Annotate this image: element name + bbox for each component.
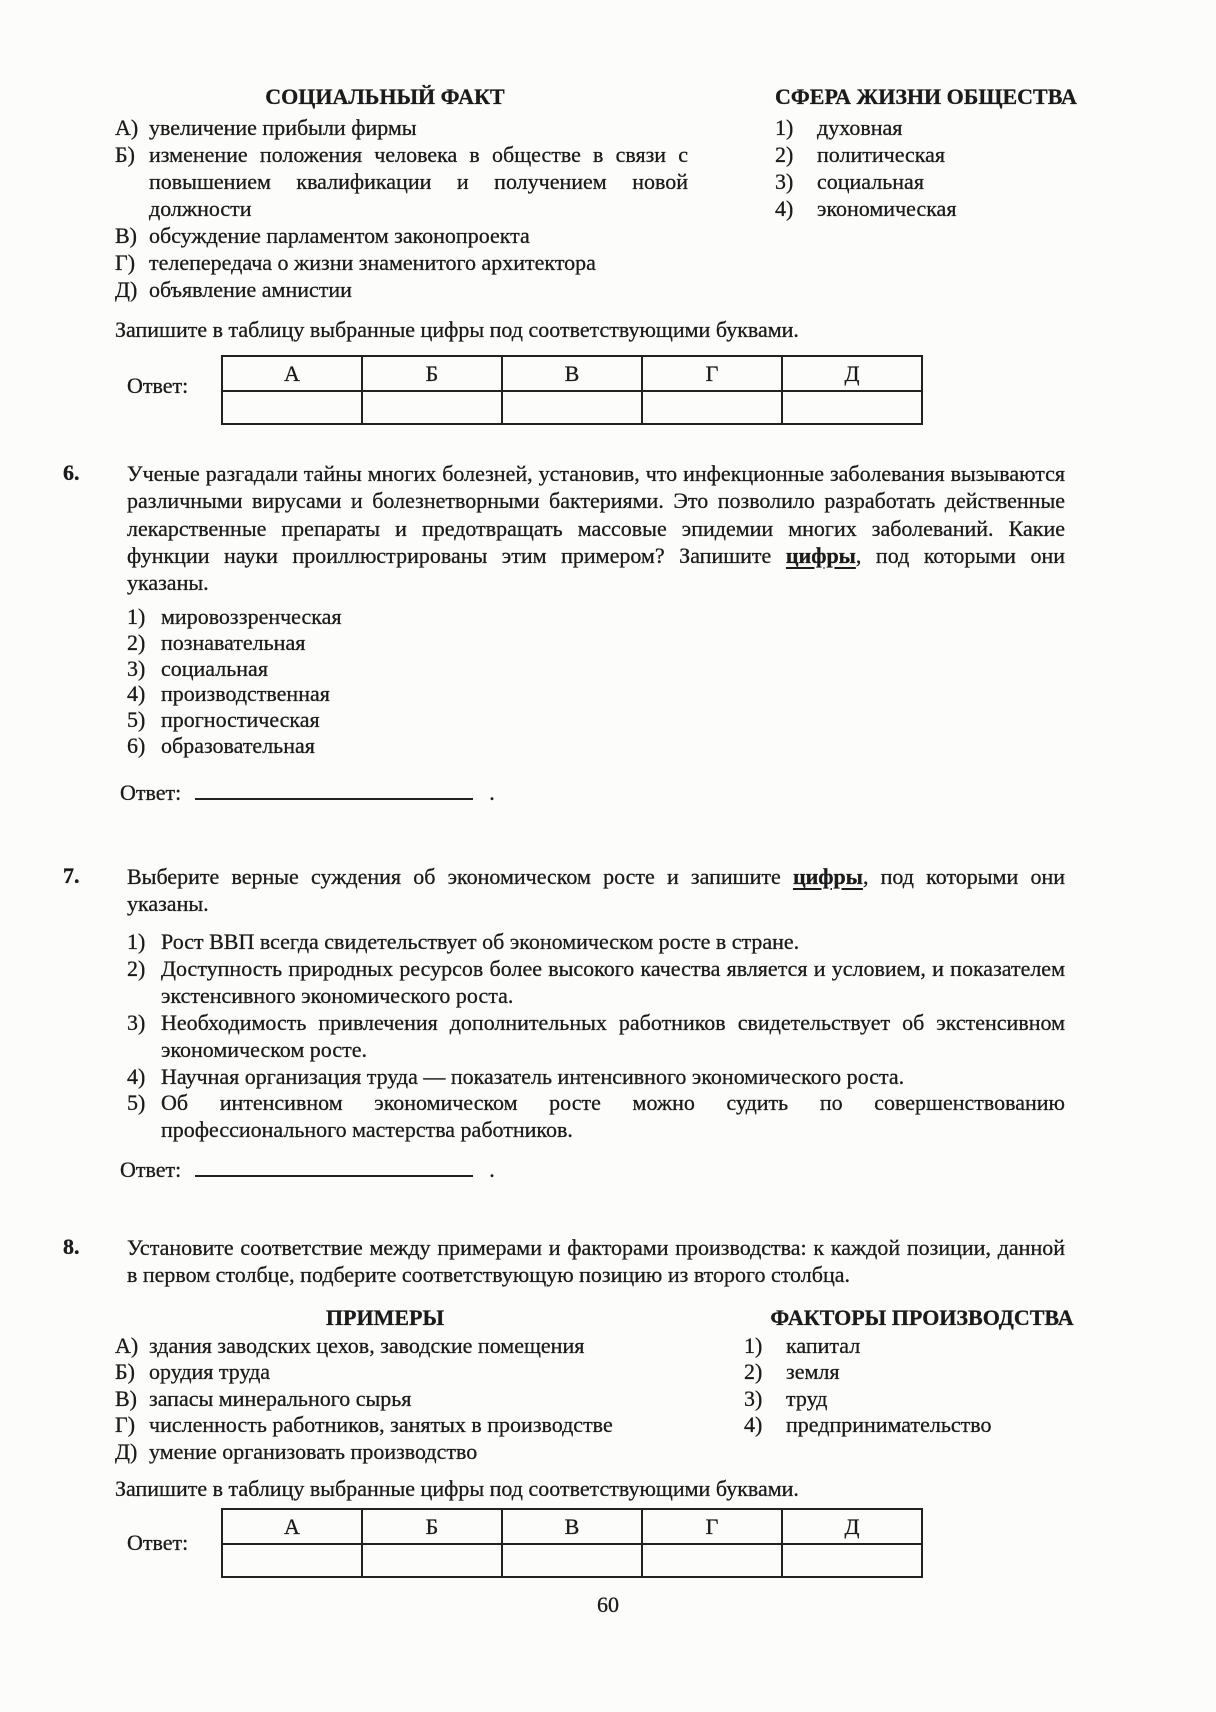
question-6-number: 6. — [63, 460, 80, 485]
list-item — [744, 1359, 1114, 1385]
option — [127, 956, 1065, 1010]
option — [127, 656, 1065, 682]
answer-cell — [642, 391, 782, 424]
answer-cell — [782, 391, 922, 424]
item-text: обсуждение парламентом законопроекта — [149, 223, 530, 248]
option-text: Необходимость привлечения дополнительных работников свидетельствует об экстенсивном экономическом росте. — [161, 1009, 1065, 1062]
option — [127, 707, 1065, 733]
option — [127, 630, 1065, 656]
option-marker: 6) — [127, 732, 146, 758]
option-text: мировоззренческая — [161, 604, 342, 629]
answer-label: Ответ: — [120, 1157, 182, 1182]
item-marker: В) — [115, 1385, 137, 1411]
answer-period: . — [489, 1157, 495, 1182]
item-marker: Г) — [115, 1412, 136, 1438]
option-marker: 2) — [127, 629, 146, 655]
list-item — [115, 1333, 668, 1359]
item-marker: Д) — [115, 1438, 138, 1464]
answer-cell — [642, 1544, 782, 1577]
option-marker: 3) — [127, 655, 146, 681]
option — [127, 1064, 1065, 1091]
item-marker: А) — [115, 115, 139, 140]
option-text: социальная — [161, 655, 268, 681]
question-8-number: 8. — [63, 1234, 80, 1259]
q8-instruction: Запишите в таблицу выбранные цифры под соответствующими буквами. — [115, 1476, 799, 1501]
option-marker: 4) — [127, 1063, 146, 1089]
question-7-options — [127, 929, 1065, 1144]
option-text: Научная организация труда — показатель интенсивного экономического роста. — [161, 1063, 905, 1089]
item-marker: Г) — [115, 250, 136, 275]
list-item — [115, 249, 688, 276]
item-text: социальная — [817, 169, 924, 194]
answer-cell — [362, 391, 502, 424]
option-marker: 5) — [127, 707, 146, 733]
list-item — [115, 1412, 668, 1438]
item-marker: Б) — [115, 142, 135, 167]
answer-cell — [782, 1544, 922, 1577]
item-text: капитал — [786, 1333, 861, 1358]
option-text: Доступность природных ресурсов более высокого качества является и условием, и показателем экстенсивного экономического роста. — [161, 955, 1065, 1008]
item-marker: 4) — [744, 1412, 763, 1438]
answer-label: Ответ: — [120, 780, 182, 805]
answer-col-header: Г — [642, 356, 782, 391]
item-marker: 2) — [744, 1359, 763, 1385]
question-7-answer — [120, 1155, 495, 1183]
list-item — [744, 1333, 1114, 1359]
option-marker: 2) — [127, 955, 146, 981]
match5-right-column — [775, 114, 1135, 222]
answer-cell — [362, 1544, 502, 1577]
match5-left-column — [115, 114, 688, 303]
option-marker: 1) — [127, 604, 146, 629]
list-item — [115, 222, 688, 249]
list-item — [775, 168, 1135, 195]
list-item — [744, 1412, 1114, 1438]
answer-cell — [222, 1544, 362, 1577]
option-text: познавательная — [161, 629, 306, 655]
list-item — [744, 1386, 1114, 1412]
question-7-number: 7. — [63, 863, 80, 888]
answer-blank-line — [195, 1155, 473, 1177]
question-8-text: Установите соответствие между примерами и факторами производства: к каждой позиции, данной в первом столбце, подберите соответствующую позицию из второго столбца. — [127, 1235, 1065, 1288]
answer-col-header: В — [502, 356, 642, 391]
list-item — [115, 1439, 668, 1465]
item-text: изменение положения человека в обществе в связи с повышением квалификации и получением новой должности — [149, 142, 688, 221]
q7-intro-emphasis: цифры — [792, 864, 863, 889]
q7-intro-before: Выберите верные суждения об экономическом росте и запишите — [127, 864, 793, 889]
answer-col-header: Б — [362, 1509, 502, 1544]
match5-instruction: Запишите в таблицу выбранные цифры под соответствующими буквами. — [115, 317, 799, 342]
page-number: 60 — [597, 1592, 619, 1617]
question-6-answer — [120, 778, 495, 806]
item-marker: 1) — [744, 1333, 763, 1358]
item-marker: В) — [115, 223, 137, 248]
item-marker: 1) — [775, 115, 794, 140]
answer-label: Ответ: — [127, 373, 189, 398]
list-item — [115, 1359, 668, 1385]
item-text: увеличение прибыли фирмы — [149, 115, 417, 140]
item-marker: Б) — [115, 1359, 135, 1385]
answer-table-value-row — [222, 391, 922, 424]
answer-col-header: А — [222, 356, 362, 391]
answer-col-header: Д — [782, 356, 922, 391]
q8-right-header: ФАКТОРЫ ПРОИЗВОДСТВА — [770, 1305, 1074, 1330]
item-text: численность работников, занятых в производстве — [149, 1412, 613, 1438]
option — [127, 1090, 1065, 1144]
list-item — [775, 141, 1135, 168]
list-item — [775, 114, 1135, 141]
option-marker: 5) — [127, 1090, 146, 1116]
option-marker: 1) — [127, 929, 146, 954]
option — [127, 929, 1065, 956]
q6-intro-emphasis: цифры — [785, 542, 856, 568]
q7-intro-after: , под которыми они указаны. — [127, 864, 1065, 917]
item-text: земля — [786, 1359, 840, 1385]
item-text: умение организовать производство — [149, 1438, 478, 1464]
answer-period: . — [489, 780, 495, 805]
option — [127, 604, 1065, 630]
option — [127, 681, 1065, 707]
item-text: телепередача о жизни знаменитого архитектора — [149, 250, 596, 275]
question-6-text — [127, 460, 1065, 596]
item-marker: 4) — [775, 196, 794, 221]
list-item — [115, 1386, 668, 1412]
item-marker: 3) — [775, 169, 794, 194]
option — [127, 733, 1065, 759]
item-marker: Д) — [115, 277, 138, 302]
answer-col-header: В — [502, 1509, 642, 1544]
answer-cell — [222, 391, 362, 424]
item-text: орудия труда — [149, 1359, 271, 1385]
option-text: Рост ВВП всегда свидетельствует об экономическом росте в стране. — [161, 929, 800, 954]
q8-answer-table — [221, 1508, 923, 1578]
answer-col-header: Д — [782, 1509, 922, 1544]
answer-blank-line — [195, 778, 473, 800]
answer-table-header-row — [222, 356, 922, 391]
match5-left-header: СОЦИАЛЬНЫЙ ФАКТ — [265, 84, 505, 109]
item-text: политическая — [817, 142, 946, 167]
answer-table-value-row — [222, 1544, 922, 1577]
answer-col-header: А — [222, 1509, 362, 1544]
option-text: прогностическая — [161, 707, 320, 733]
q8-left-column — [115, 1333, 668, 1465]
list-item — [115, 141, 688, 222]
item-marker: А) — [115, 1333, 139, 1358]
match5-right-header: СФЕРА ЖИЗНИ ОБЩЕСТВА — [775, 84, 1077, 109]
list-item — [115, 276, 688, 303]
answer-col-header: Г — [642, 1509, 782, 1544]
item-text: здания заводских цехов, заводские помещения — [149, 1333, 585, 1358]
item-marker: 2) — [775, 142, 794, 167]
answer-label: Ответ: — [127, 1530, 189, 1555]
q6-intro-before: Ученые разгадали тайны многих болезней, установив, что инфекционные заболевания вызываются различными вирусами и болезнетворными бактериями. Это позволило разработать действенные лекарственные препараты и предотвращать массовые эпидемии многих заболеваний. Какие функции науки проиллюстрированы этим примером? Запишите — [127, 461, 1065, 568]
answer-table-header-row — [222, 1509, 922, 1544]
q6-intro-after: , под которыми они указаны. — [127, 542, 1065, 596]
option-marker: 3) — [127, 1009, 146, 1035]
option — [127, 1010, 1065, 1064]
option-marker: 4) — [127, 681, 146, 707]
question-7-text — [127, 863, 1065, 918]
item-text: предпринимательство — [786, 1412, 992, 1438]
option-text: производственная — [161, 681, 330, 707]
q8-left-header: ПРИМЕРЫ — [325, 1305, 445, 1330]
item-text: духовная — [817, 115, 903, 140]
item-text: запасы минерального сырья — [149, 1385, 412, 1411]
item-text: объявление амнистии — [149, 277, 352, 302]
match5-answer-table — [221, 355, 923, 425]
answer-col-header: Б — [362, 356, 502, 391]
answer-cell — [502, 1544, 642, 1577]
list-item — [775, 195, 1135, 222]
q8-right-column — [744, 1333, 1114, 1439]
item-marker: 3) — [744, 1385, 763, 1411]
option-text: образовательная — [161, 732, 315, 758]
item-text: экономическая — [817, 196, 957, 221]
question-6-options — [127, 604, 1065, 759]
list-item — [115, 114, 688, 141]
option-text: Об интенсивном экономическом росте можно судить по совершенствованию профессионального мастерства работников. — [161, 1090, 1065, 1143]
item-text: труд — [786, 1385, 828, 1411]
answer-cell — [502, 391, 642, 424]
